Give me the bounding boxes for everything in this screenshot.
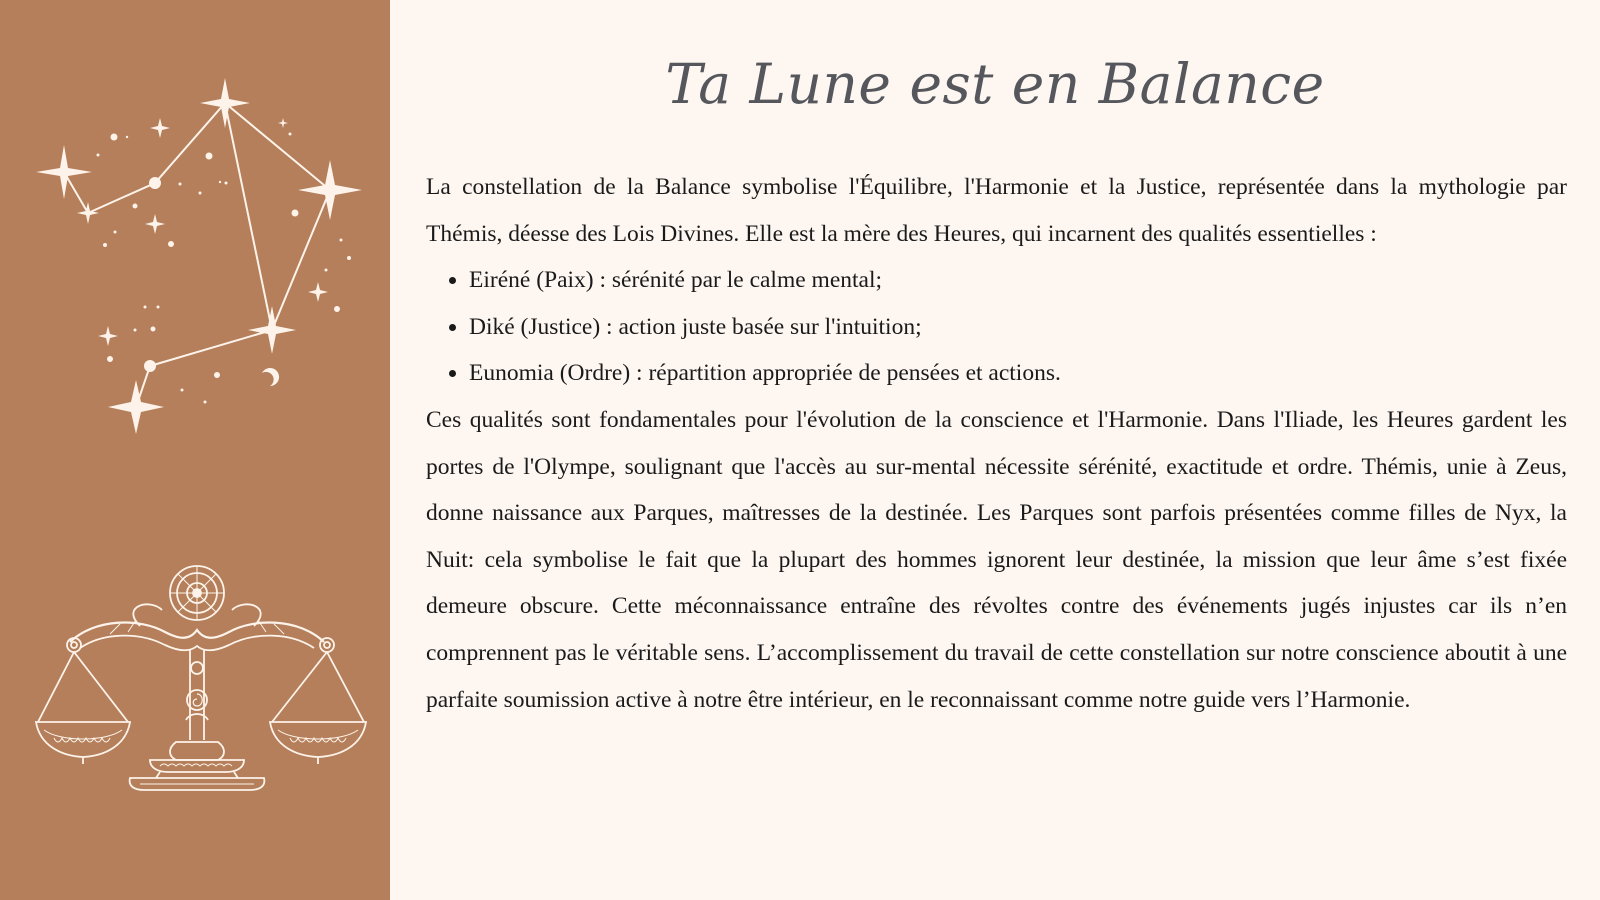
list-item: • Diké (Justice) : action juste basée sur l'intuition; [469, 304, 1567, 351]
libra-scales-icon [36, 566, 366, 790]
body-text [426, 164, 1567, 723]
content-area [390, 0, 1600, 900]
decorative-sidebar [0, 0, 390, 900]
sidebar-illustrations [0, 0, 390, 900]
qualities-list [426, 257, 1567, 397]
intro-paragraph: La constellation de la Balance symbolise l'Équilibre, l'Harmonie et la Justice, représentée dans la mythologie par Thémis, déesse des Lois Divines. Elle est la mère des Heures, qui incarnent des qualités essentielles : [426, 174, 1567, 247]
list-item: • Eunomia (Ordre) : répartition appropriée de pensées et actions. [469, 350, 1567, 397]
page-title: Ta Lune est en Balance [665, 52, 1325, 116]
conclusion-paragraph: Ces qualités sont fondamentales pour l'évolution de la conscience et l'Harmonie. Dans l'Iliade, les Heures gardent les portes de l'Olympe, soulignant que l'accès au sur-mental nécessite sérénité, exactitude et ordre. Thémis, unie à Zeus, donne naissance aux Parques, maîtresses de la destinée. Les Parques sont parfois présentées comme filles de Nyx, la Nuit: cela symbolise le fait que la plupart des hommes ignorent leur destinée, la mission que leur âme s’est fixée demeure obscure. Cette méconnaissance entraîne des révoltes contre des événements jugés injustes car ils n’en comprennent pas le véritable sens. L’accomplissement du travail de cette constellation sur notre conscience aboutit à une parfaite soumission active à notre être intérieur, en le reconnaissant comme notre guide vers l’Harmonie. [426, 406, 1567, 713]
libra-constellation-icon [36, 78, 362, 434]
list-item: • Eiréné (Paix) : sérénité par le calme mental; [469, 257, 1567, 304]
